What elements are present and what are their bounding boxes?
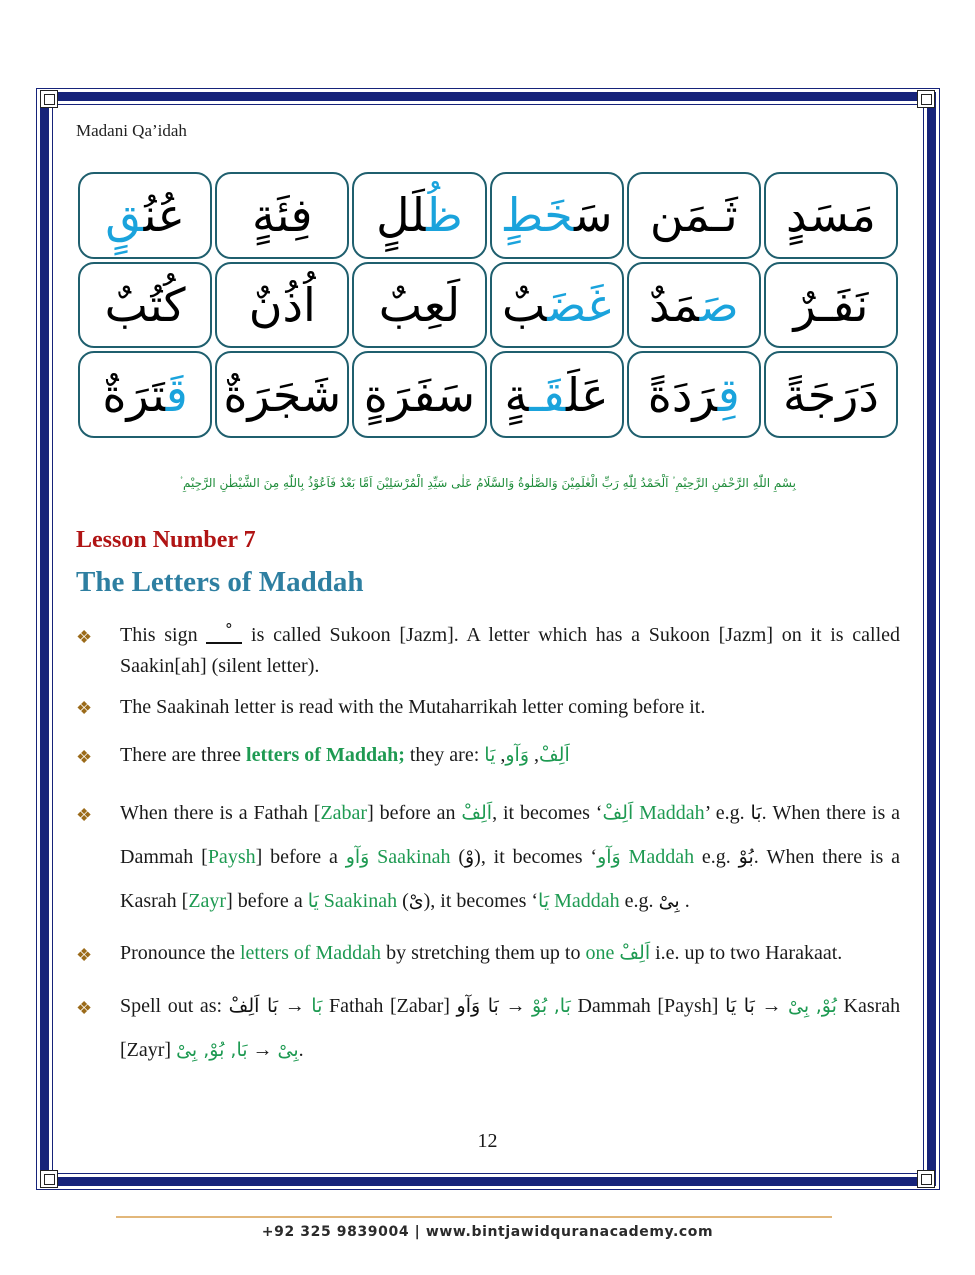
frame-corner-ornament [40,1170,58,1188]
arabic-word-grid [78,172,898,438]
word-card [764,172,898,259]
lesson-number: Lesson Number 7 [76,527,256,553]
frame-corner-ornament [917,1170,935,1188]
arabic-word: سَفَرَةٍ [363,367,476,422]
word-card [627,262,761,349]
arabic-word: غَضَبٌ [502,277,612,332]
word-card [78,351,212,438]
diamond-bullet-icon: ❖ [76,945,93,965]
diamond-bullet-icon: ❖ [76,747,93,767]
arabic-word: ثَـمَن [649,188,738,243]
diamond-bullet-icon: ❖ [76,998,93,1018]
word-card [490,351,624,438]
word-card [215,172,349,259]
word-card [215,262,349,349]
word-card [627,351,761,438]
word-card [764,351,898,438]
arabic-word: عَلَقَـةٍ [504,367,609,422]
arabic-word: كُتُبٌ [104,277,186,332]
arabic-word: سَخَطٍ [500,188,613,243]
diamond-bullet-icon: ❖ [76,698,93,718]
footer-divider [116,1216,832,1218]
frame-corner-ornament [917,90,935,108]
word-card [764,262,898,349]
opening-dua: بِسْمِ اللّٰهِ الرَّحْمٰنِ الرَّحِيْمِ ۟ اَلْحَمْدُ لِلّٰهِ رَبِّ الْعٰلَمِيْنَ وَالصَّلٰوةُ وَالسَّلَامُ عَلٰى سَيِّدِ الْمُرْسَلِيْنَ اَمَّا بَعْدُ فَاَعُوْذُ بِاللّٰهِ مِنَ الشَّيْطٰنِ الرَّجِيْمِ ۟ [180,476,796,490]
word-card [78,172,212,259]
page-number: 12 [477,1130,498,1152]
diamond-bullet-icon: ❖ [76,627,93,647]
arabic-word: قَتَرَةٌ [102,367,188,422]
arabic-word: فِئَةٍ [251,188,313,243]
arabic-word: صَمَدٌ [648,277,739,332]
diamond-bullet-icon: ❖ [76,805,93,825]
word-card [352,262,486,349]
bullet-spell-out: ❖ Spell out as: بَا → بَا اَلِفْ Fathah [Zabar] بَا, بُوْ → بَا وَآو Dammah [Paysh] بُوْ, بِیْ → بَا يَا Kasrah [Zayr] بِیْ → بَا, بُوْ, بِیْ . [76,984,900,1072]
arabic-word: قِرَدَةً [647,367,740,422]
arabic-word: نَفَـرٌ [793,277,869,332]
word-card [490,262,624,349]
arabic-word: شَجَرَةٌ [223,367,342,422]
bullet-saakinah-rule: ❖ The Saakinah letter is read with the Mutaharrikah letter coming before it. [76,696,706,718]
word-card [215,351,349,438]
running-header: Madani Qa’idah [76,121,187,140]
arabic-word: عُنُقٍ [105,188,185,243]
frame-corner-ornament [40,90,58,108]
footer-contact: +92 325 9839004 | www.bintjawidquranacademy.com [261,1224,714,1240]
word-card [627,172,761,259]
word-card [352,351,486,438]
word-card [78,262,212,349]
arabic-word: دَرَجَةً [783,367,879,422]
lesson-bullet-list [76,620,900,1086]
bullet-pronounce: ❖ Pronounce the letters of Maddah by stretching them up to one اَلِفْ i.e. up to two Harakaat. [76,937,900,970]
arabic-word: ظُلَلٍ [376,188,463,243]
sukoon-sign [206,626,242,644]
word-card [352,172,486,259]
arabic-word: مَسَدٍ [786,188,876,243]
arabic-word: اُذُنٌ [248,277,316,332]
lesson-title: The Letters of Maddah [76,566,364,598]
bullet-three-letters: ❖ There are three letters of Maddah; they are: اَلِفْ, وَآو, يَا [76,733,900,777]
word-card [490,172,624,259]
bullet-sukoon: ❖ This sign is called Sukoon [Jazm]. A letter which has a Sukoon [Jazm] on it is called Saakin[ah] (silent letter). [76,624,901,677]
arabic-word: لَعِبٌ [378,277,461,332]
bullet-maddah-explanation: ❖ When there is a Fathah [Zabar] before an اَلِفْ, it becomes ‘اَلِفْ Maddah’ e.g. بَا. When there is a Dammah [Paysh] before a وَآو Saakinah (وْ), it becomes ‘وَآو Maddah e.g. بُوْ. When there is a Kasrah [Zayr] before a يَا Saakinah (یْ), it becomes ‘يَا Maddah e.g. بِیْ . [76,791,900,923]
